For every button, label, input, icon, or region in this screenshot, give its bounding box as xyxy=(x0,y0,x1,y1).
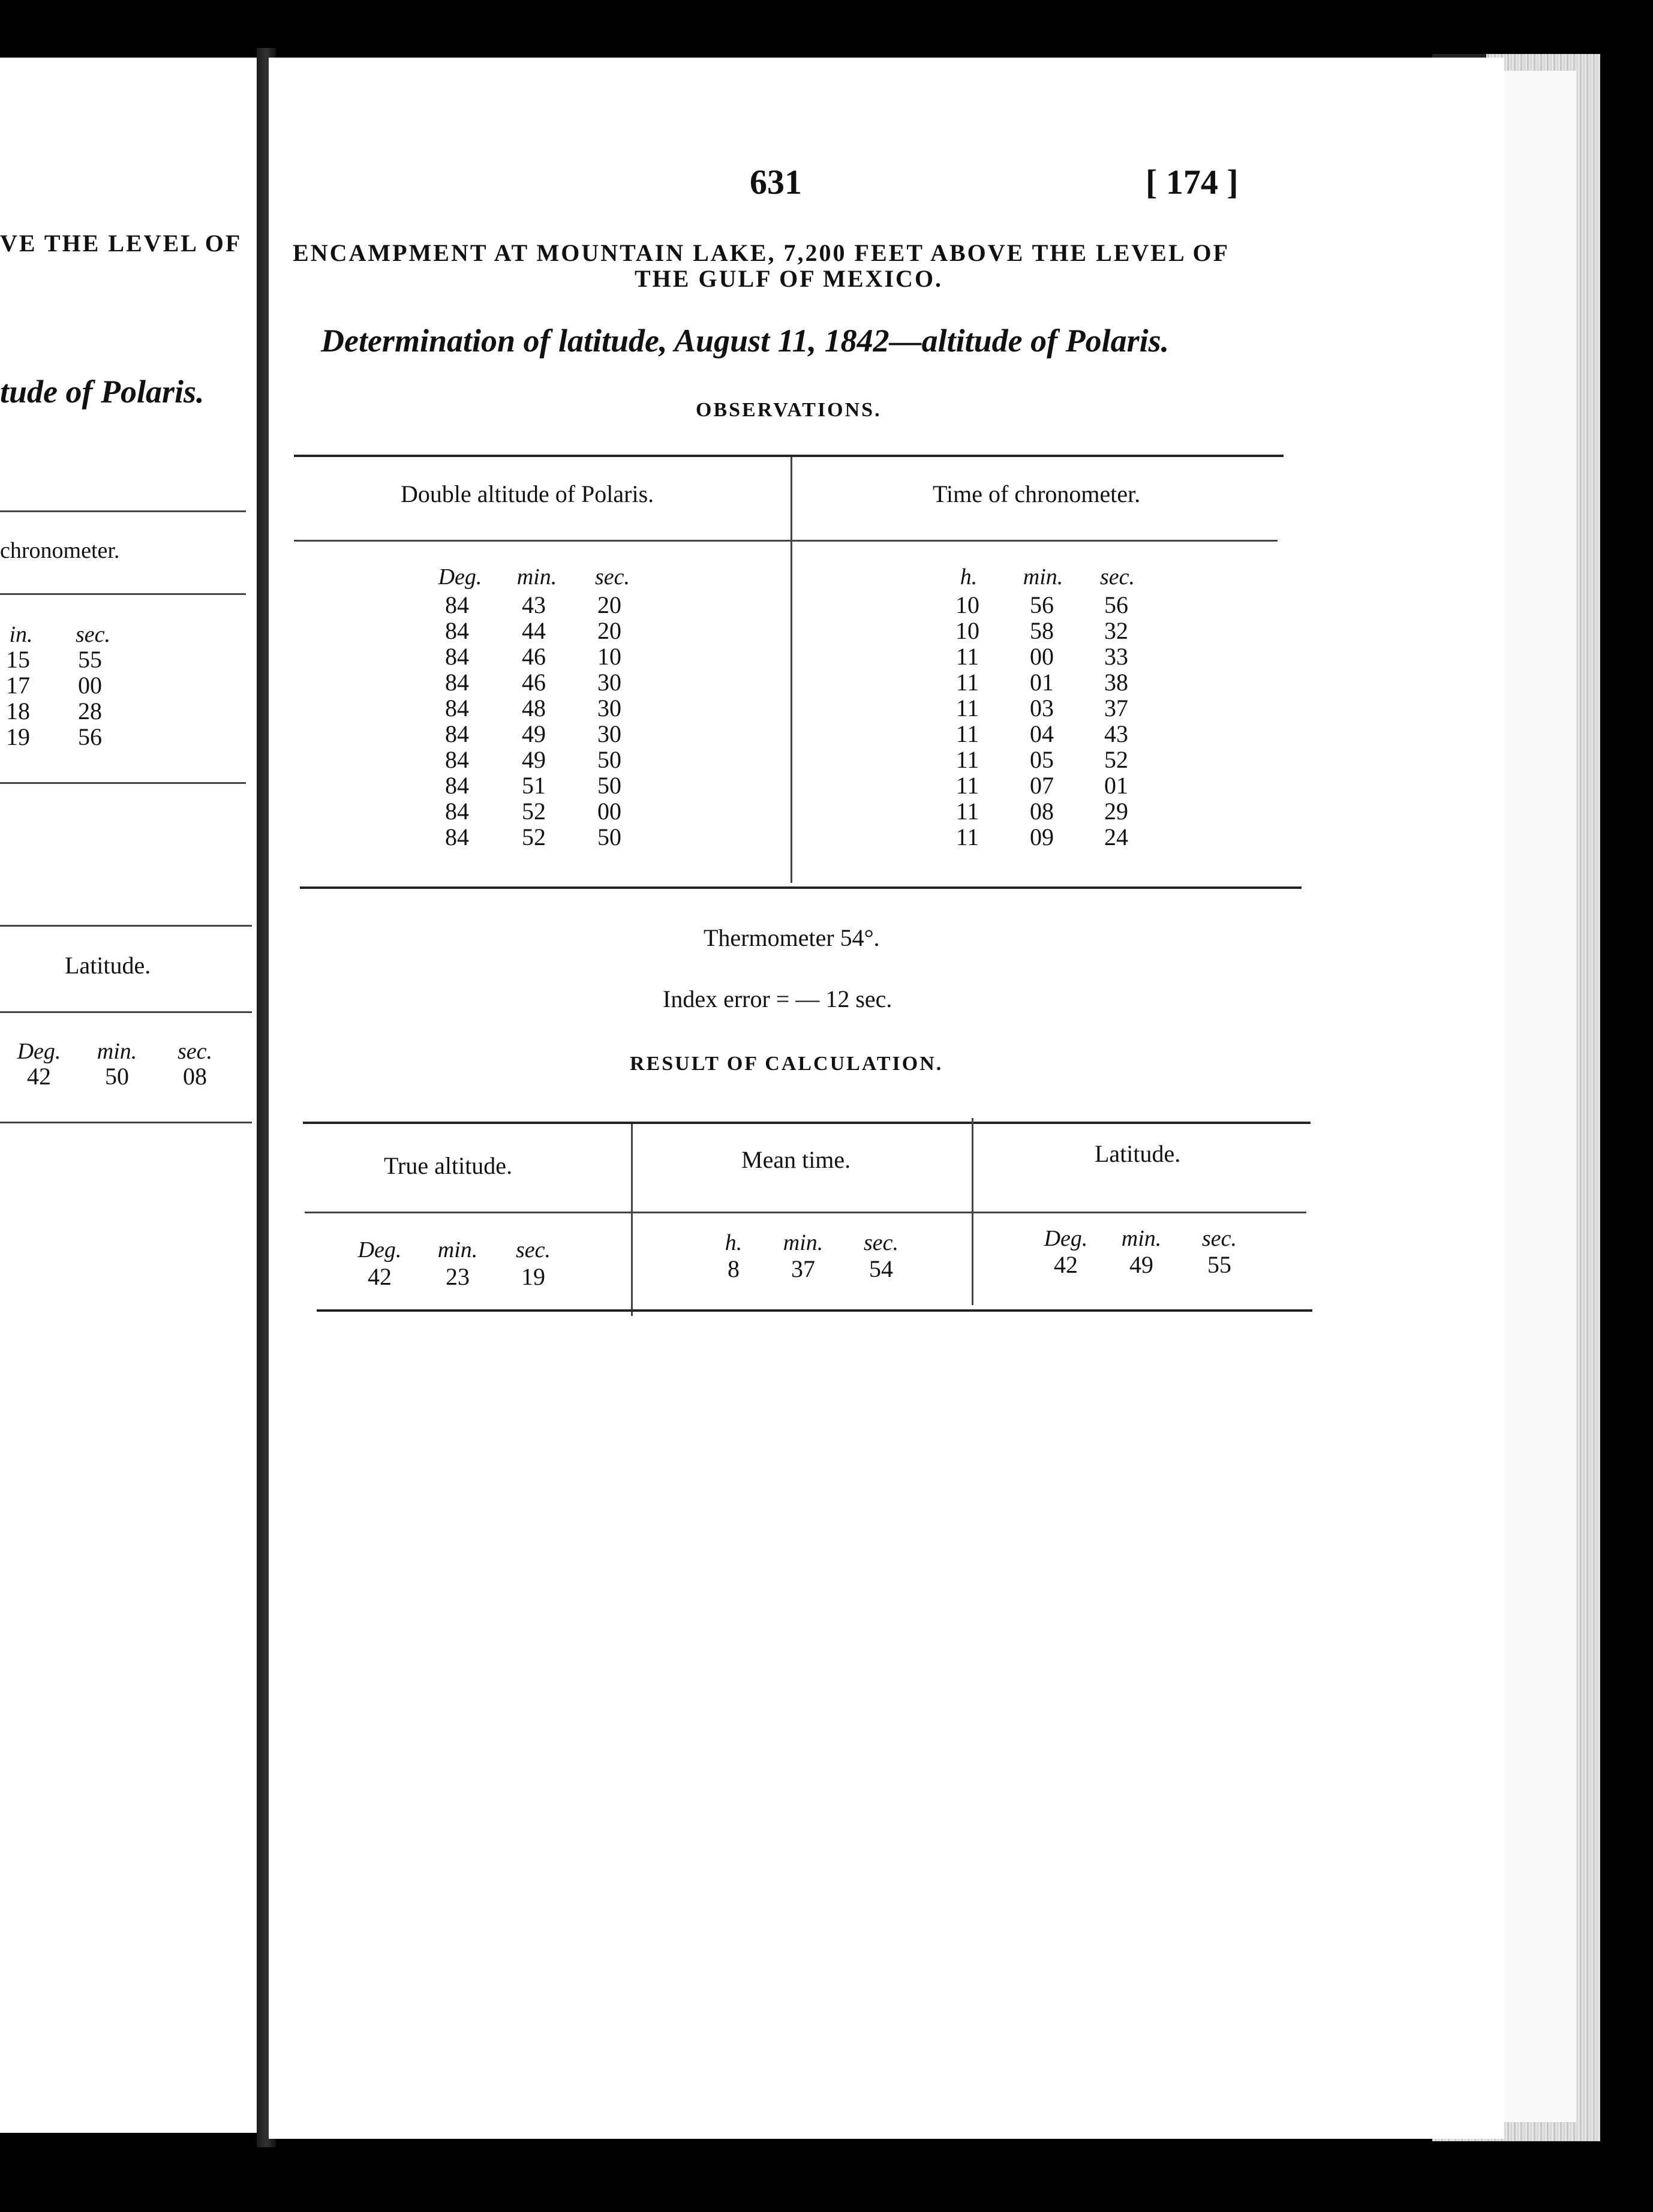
obs-time-sec: 33 xyxy=(1104,643,1128,670)
observations-title: OBSERVATIONS. xyxy=(696,399,882,421)
obs-alt-deg: 84 xyxy=(445,720,469,747)
obs-alt-deg: 84 xyxy=(445,695,469,722)
obs-time-h: 11 xyxy=(955,772,979,799)
left-col-header: in. xyxy=(9,622,33,647)
obs-alt-min: 49 xyxy=(522,720,546,747)
left-rule xyxy=(0,925,252,927)
left-cell: 28 xyxy=(78,698,102,725)
left-cell: 18 xyxy=(6,698,30,725)
left-cell: 17 xyxy=(6,672,30,699)
result-table-header-rule xyxy=(305,1212,1306,1213)
obs-time-sec: 52 xyxy=(1104,746,1128,773)
obs-table-divider xyxy=(791,457,792,883)
result-mean-time-unit: sec. xyxy=(863,1230,899,1255)
subtitle: Determination of latitude, August 11, 1842—altitude of Polaris. xyxy=(321,323,1170,359)
left-lat-unit: Deg. xyxy=(17,1039,61,1064)
obs-time-sec: 38 xyxy=(1104,669,1128,696)
obs-time-h: 10 xyxy=(955,591,979,618)
obs-time-min: 05 xyxy=(1030,746,1054,773)
result-header-latitude: Latitude. xyxy=(1095,1140,1181,1167)
obs-alt-sec: 30 xyxy=(597,669,621,696)
left-heading-fragment: VE THE LEVEL OF xyxy=(0,230,242,257)
index-error: Index error = — 12 sec. xyxy=(663,985,892,1012)
obs-time-sec: 32 xyxy=(1104,617,1128,644)
result-mean-time-unit: h. xyxy=(725,1230,743,1255)
obs-time-unit: h. xyxy=(960,564,978,590)
obs-alt-min: 52 xyxy=(522,824,546,850)
result-mean-time-value: 8 xyxy=(728,1255,740,1282)
obs-alt-deg: 84 xyxy=(445,643,469,670)
obs-alt-deg: 84 xyxy=(445,617,469,644)
obs-alt-sec: 50 xyxy=(597,772,621,799)
left-lat-value: 50 xyxy=(105,1063,129,1090)
left-lat-unit: min. xyxy=(97,1039,137,1064)
obs-time-sec: 37 xyxy=(1104,695,1128,722)
result-title: RESULT OF CALCULATION. xyxy=(630,1053,943,1075)
obs-alt-deg: 84 xyxy=(445,669,469,696)
obs-time-h: 10 xyxy=(955,617,979,644)
obs-alt-min: 52 xyxy=(522,798,546,825)
result-true-alt-unit: Deg. xyxy=(357,1237,402,1263)
back-cover xyxy=(1492,71,1576,2122)
left-rule xyxy=(0,782,246,784)
obs-alt-min: 49 xyxy=(522,746,546,773)
left-page xyxy=(0,58,257,2133)
obs-alt-sec: 50 xyxy=(597,824,621,850)
left-rule xyxy=(0,510,246,512)
obs-alt-sec: 10 xyxy=(597,643,621,670)
obs-time-min: 08 xyxy=(1030,798,1054,825)
obs-alt-unit: Deg. xyxy=(438,564,482,590)
obs-alt-sec: 20 xyxy=(597,617,621,644)
obs-time-h: 11 xyxy=(955,643,979,670)
obs-time-min: 09 xyxy=(1030,824,1054,850)
result-true-alt-unit: sec. xyxy=(515,1237,551,1263)
result-table-divider xyxy=(631,1124,633,1316)
obs-time-h: 11 xyxy=(955,669,979,696)
left-subtitle-fragment: tude of Polaris. xyxy=(0,374,205,410)
left-lat-value: 08 xyxy=(183,1063,207,1090)
page-number: 631 xyxy=(750,163,802,202)
obs-alt-min: 44 xyxy=(522,617,546,644)
heading-line-2: THE GULF OF MEXICO. xyxy=(635,265,943,292)
obs-table-header-rule xyxy=(294,540,1278,542)
result-table-bottom-rule xyxy=(317,1309,1312,1312)
obs-time-h: 11 xyxy=(955,824,979,850)
obs-time-sec: 56 xyxy=(1104,591,1128,618)
obs-alt-sec: 50 xyxy=(597,746,621,773)
result-latitude-unit: Deg. xyxy=(1044,1226,1088,1251)
left-latitude-header: Latitude. xyxy=(65,952,151,979)
obs-time-min: 56 xyxy=(1030,591,1054,618)
left-chrono-header: chronometer. xyxy=(0,538,120,563)
obs-table-bottom-rule xyxy=(300,886,1302,889)
obs-time-min: 01 xyxy=(1030,669,1054,696)
obs-col-header-time: Time of chronometer. xyxy=(933,480,1141,507)
result-mean-time-unit: min. xyxy=(783,1230,824,1255)
result-latitude-unit: sec. xyxy=(1201,1226,1237,1251)
obs-time-sec: 24 xyxy=(1104,824,1128,850)
obs-alt-min: 46 xyxy=(522,669,546,696)
left-lat-unit: sec. xyxy=(177,1039,213,1064)
obs-time-h: 11 xyxy=(955,695,979,722)
result-header-mean-time: Mean time. xyxy=(741,1146,851,1173)
result-table-top-rule xyxy=(303,1122,1311,1124)
obs-time-unit: sec. xyxy=(1099,564,1135,590)
obs-alt-min: 51 xyxy=(522,772,546,799)
left-cell: 19 xyxy=(6,723,30,750)
thermometer-reading: Thermometer 54°. xyxy=(704,924,880,951)
heading-line-1: ENCAMPMENT AT MOUNTAIN LAKE, 7,200 FEET ABOVE THE LEVEL OF xyxy=(293,239,1230,266)
obs-alt-sec: 20 xyxy=(597,591,621,618)
obs-alt-deg: 84 xyxy=(445,824,469,850)
left-cell: 15 xyxy=(6,646,30,673)
result-latitude-value: 55 xyxy=(1207,1251,1231,1278)
obs-time-min: 00 xyxy=(1030,643,1054,670)
left-rule xyxy=(0,1011,252,1013)
document-number: [ 174 ] xyxy=(1146,163,1239,202)
obs-time-sec: 43 xyxy=(1104,720,1128,747)
result-latitude-value: 49 xyxy=(1129,1251,1153,1278)
obs-time-min: 03 xyxy=(1030,695,1054,722)
obs-alt-deg: 84 xyxy=(445,746,469,773)
result-latitude-value: 42 xyxy=(1054,1251,1078,1278)
obs-time-h: 11 xyxy=(955,746,979,773)
obs-time-sec: 29 xyxy=(1104,798,1128,825)
obs-alt-deg: 84 xyxy=(445,772,469,799)
obs-time-sec: 01 xyxy=(1104,772,1128,799)
obs-alt-min: 48 xyxy=(522,695,546,722)
obs-alt-sec: 00 xyxy=(597,798,621,825)
result-latitude-unit: min. xyxy=(1121,1226,1162,1251)
obs-alt-min: 46 xyxy=(522,643,546,670)
main-page xyxy=(269,58,1504,2139)
result-mean-time-value: 37 xyxy=(791,1255,815,1282)
result-true-alt-unit: min. xyxy=(437,1237,478,1263)
left-cell: 55 xyxy=(78,646,102,673)
obs-time-h: 11 xyxy=(955,798,979,825)
result-mean-time-value: 54 xyxy=(869,1255,893,1282)
left-rule xyxy=(0,1122,252,1123)
obs-alt-deg: 84 xyxy=(445,591,469,618)
left-lat-value: 42 xyxy=(27,1063,51,1090)
obs-alt-sec: 30 xyxy=(597,720,621,747)
result-true-alt-value: 19 xyxy=(521,1263,545,1290)
obs-alt-unit: sec. xyxy=(594,564,630,590)
obs-col-header-altitude: Double altitude of Polaris. xyxy=(401,480,654,507)
obs-alt-min: 43 xyxy=(522,591,546,618)
obs-alt-deg: 84 xyxy=(445,798,469,825)
left-col-header: sec. xyxy=(75,622,111,647)
obs-table-top-rule xyxy=(294,455,1284,457)
result-true-alt-value: 23 xyxy=(446,1263,470,1290)
obs-time-h: 11 xyxy=(955,720,979,747)
result-true-alt-value: 42 xyxy=(368,1263,392,1290)
obs-alt-unit: min. xyxy=(516,564,557,590)
obs-time-min: 58 xyxy=(1030,617,1054,644)
obs-time-min: 07 xyxy=(1030,772,1054,799)
left-cell: 00 xyxy=(78,672,102,699)
left-cell: 56 xyxy=(78,723,102,750)
obs-time-min: 04 xyxy=(1030,720,1054,747)
result-header-true-altitude: True altitude. xyxy=(384,1152,513,1179)
left-rule xyxy=(0,593,246,595)
obs-alt-sec: 30 xyxy=(597,695,621,722)
obs-time-unit: min. xyxy=(1023,564,1063,590)
